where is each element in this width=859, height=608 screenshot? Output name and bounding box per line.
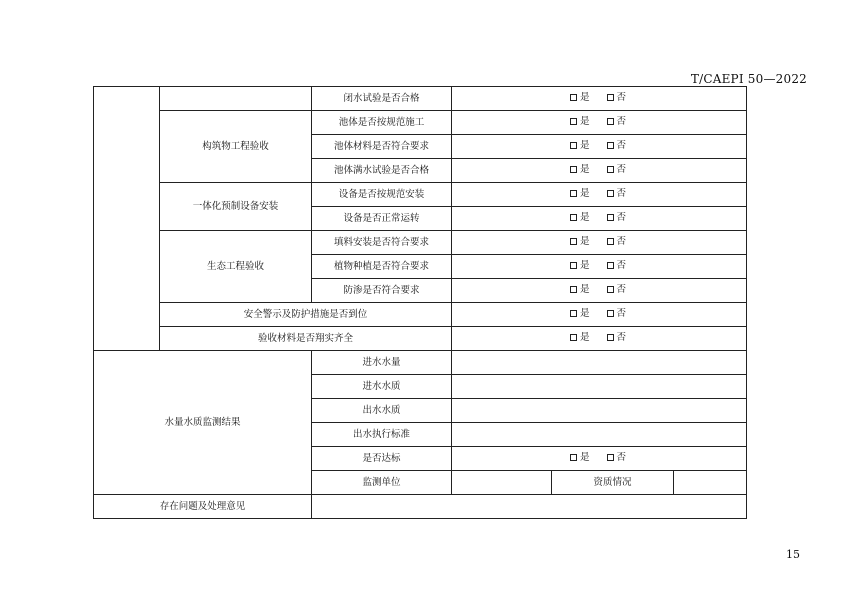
monitoring-label: 水量水质监测结果 — [94, 351, 312, 495]
item-label: 池体满水试验是否合格 — [312, 159, 452, 183]
checkbox-icon[interactable] — [607, 214, 614, 221]
item-label: 设备是否正常运转 — [312, 207, 452, 231]
checkbox-icon[interactable] — [570, 166, 577, 173]
no-option[interactable]: 否 — [607, 213, 627, 223]
yes-option[interactable]: 是 — [570, 309, 590, 319]
yes-option[interactable]: 是 — [570, 261, 590, 271]
yes-option[interactable]: 是 — [570, 333, 590, 343]
standard-code: T/CAEPI 50—2022 — [690, 72, 807, 86]
checkbox-icon[interactable] — [607, 454, 614, 461]
item-label: 进水水质 — [312, 375, 452, 399]
table-row — [94, 303, 747, 327]
page-number: 15 — [786, 548, 800, 561]
table-row — [94, 495, 747, 519]
value-cell[interactable] — [452, 351, 747, 375]
yes-option[interactable]: 是 — [570, 165, 590, 175]
value-cell[interactable] — [452, 375, 747, 399]
no-option[interactable]: 否 — [607, 141, 627, 151]
checkbox-icon[interactable] — [607, 166, 614, 173]
checkbox-icon[interactable] — [570, 286, 577, 293]
blank-subcategory-cell — [160, 87, 312, 111]
item-label: 出水水质 — [312, 399, 452, 423]
checkbox-icon[interactable] — [607, 118, 614, 125]
no-option[interactable]: 否 — [607, 453, 627, 463]
checkbox-icon[interactable] — [570, 454, 577, 461]
yes-option[interactable]: 是 — [570, 93, 590, 103]
table-row — [94, 111, 747, 135]
item-label: 填料安装是否符合要求 — [312, 231, 452, 255]
item-label: 植物种植是否符合要求 — [312, 255, 452, 279]
no-option[interactable]: 否 — [607, 165, 627, 175]
yes-option[interactable]: 是 — [570, 237, 590, 247]
yes-no-options — [452, 231, 747, 255]
yes-no-options — [452, 135, 747, 159]
yes-option[interactable]: 是 — [570, 141, 590, 151]
checkbox-icon[interactable] — [607, 334, 614, 341]
checkbox-icon[interactable] — [570, 262, 577, 269]
checkbox-icon[interactable] — [570, 214, 577, 221]
checkbox-icon[interactable] — [607, 262, 614, 269]
issues-value[interactable] — [312, 495, 747, 519]
monitoring-unit-value[interactable] — [452, 471, 552, 495]
item-label: 闭水试验是否合格 — [312, 87, 452, 111]
value-cell[interactable] — [452, 399, 747, 423]
qualification-value[interactable] — [674, 471, 747, 495]
issues-label: 存在问题及处理意见 — [94, 495, 312, 519]
item-label: 是否达标 — [312, 447, 452, 471]
yes-no-options — [452, 327, 747, 351]
yes-no-options — [452, 207, 747, 231]
table-row — [94, 231, 747, 255]
safety-label: 安全警示及防护措施是否到位 — [160, 303, 452, 327]
checkbox-icon[interactable] — [570, 334, 577, 341]
checkbox-icon[interactable] — [570, 190, 577, 197]
yes-no-options — [452, 87, 747, 111]
item-label: 出水执行标准 — [312, 423, 452, 447]
ecology-label: 生态工程验收 — [160, 231, 312, 303]
checkbox-icon[interactable] — [607, 94, 614, 101]
checkbox-icon[interactable] — [570, 142, 577, 149]
equipment-label: 一体化预制设备安装 — [160, 183, 312, 231]
qualification-label: 资质情况 — [552, 471, 674, 495]
checkbox-icon[interactable] — [607, 190, 614, 197]
structure-label: 构筑物工程验收 — [160, 111, 312, 183]
item-label: 防渗是否符合要求 — [312, 279, 452, 303]
acceptance-form-table — [93, 86, 747, 519]
no-option[interactable]: 否 — [607, 237, 627, 247]
materials-label: 验收材料是否翔实齐全 — [160, 327, 452, 351]
value-cell[interactable] — [452, 423, 747, 447]
checkbox-icon[interactable] — [570, 118, 577, 125]
no-option[interactable]: 否 — [607, 117, 627, 127]
table-row — [94, 327, 747, 351]
yes-option[interactable]: 是 — [570, 285, 590, 295]
no-option[interactable]: 否 — [607, 333, 627, 343]
no-option[interactable]: 否 — [607, 261, 627, 271]
item-label: 监测单位 — [312, 471, 452, 495]
no-option[interactable]: 否 — [607, 189, 627, 199]
item-label: 池体材料是否符合要求 — [312, 135, 452, 159]
checkbox-icon[interactable] — [607, 142, 614, 149]
yes-option[interactable]: 是 — [570, 213, 590, 223]
checkbox-icon[interactable] — [607, 286, 614, 293]
yes-no-options — [452, 183, 747, 207]
yes-no-options — [452, 255, 747, 279]
checkbox-icon[interactable] — [570, 238, 577, 245]
no-option[interactable]: 否 — [607, 309, 627, 319]
yes-option[interactable]: 是 — [570, 117, 590, 127]
table-row — [94, 183, 747, 207]
checkbox-icon[interactable] — [607, 238, 614, 245]
yes-no-options — [452, 111, 747, 135]
checkbox-icon[interactable] — [570, 310, 577, 317]
item-label: 池体是否按规范施工 — [312, 111, 452, 135]
yes-no-options — [452, 279, 747, 303]
checkbox-icon[interactable] — [570, 94, 577, 101]
yes-option[interactable]: 是 — [570, 189, 590, 199]
blank-category-cell — [94, 87, 160, 351]
checkbox-icon[interactable] — [607, 310, 614, 317]
item-label: 进水水量 — [312, 351, 452, 375]
yes-no-options — [452, 159, 747, 183]
no-option[interactable]: 否 — [607, 93, 627, 103]
item-label: 设备是否按规范安装 — [312, 183, 452, 207]
table-row — [94, 87, 747, 111]
yes-no-options — [452, 447, 747, 471]
yes-no-options — [452, 303, 747, 327]
no-option[interactable]: 否 — [607, 285, 627, 295]
yes-option[interactable]: 是 — [570, 453, 590, 463]
table-row — [94, 351, 747, 375]
